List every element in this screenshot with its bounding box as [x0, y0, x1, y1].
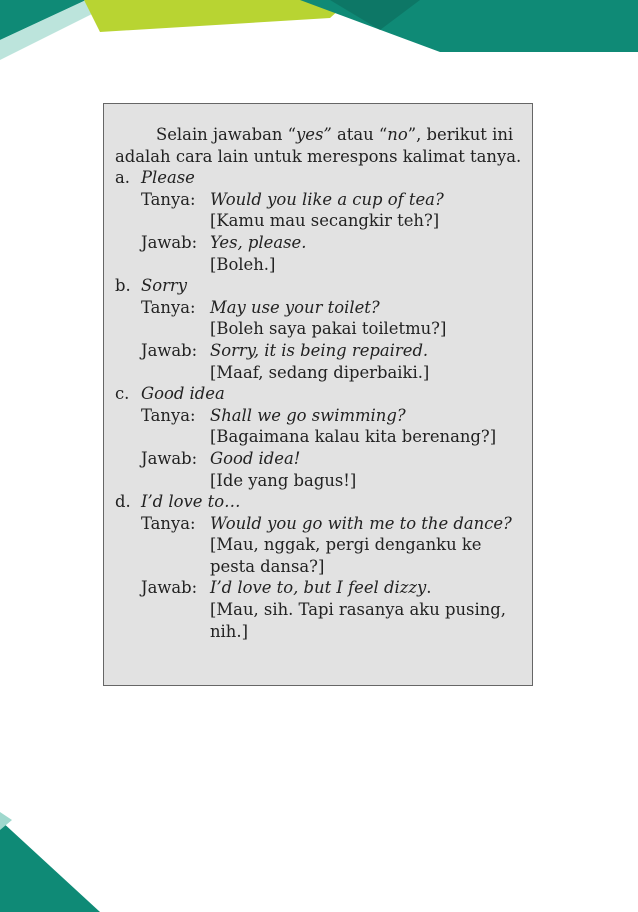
question-english: Shall we go swimming?: [210, 405, 406, 425]
question-translation: [Kamu mau secangkir teh?]: [210, 211, 440, 231]
section-title: Good idea: [141, 384, 225, 404]
answer-translation: [Ide yang bagus!]: [210, 470, 357, 490]
dialogue-box: [103, 103, 533, 686]
section-letter: b.: [115, 276, 131, 296]
section-title: Please: [141, 168, 195, 188]
top-banner-decoration: [0, 0, 638, 60]
jawab-label: Jawab:: [141, 232, 198, 252]
jawab-label: Jawab:: [141, 578, 198, 598]
answer-translation: [Mau, sih. Tapi rasanya aku pusing, nih.]: [210, 600, 506, 641]
answer-english: I’d love to, but I feel dizzy: [210, 578, 427, 598]
intro-paragraph: Selain jawaban “yes” atau “no”, berikut ini adalah cara lain untuk merespons kalimat tanya.: [115, 125, 522, 166]
section-title: I’d love to…: [141, 492, 241, 512]
section-good-idea: [115, 383, 524, 491]
question-translation: [Bagaimana kalau kita berenang?]: [210, 427, 497, 447]
answer-english-period: .: [426, 578, 432, 598]
jawab-label: Jawab:: [141, 340, 198, 360]
tanya-label: Tanya:: [141, 189, 196, 209]
tanya-label: Tanya:: [141, 405, 196, 425]
section-letter: a.: [115, 168, 130, 188]
section-id-love-to: [115, 491, 524, 642]
question-english: Would you like a cup of tea?: [210, 189, 444, 209]
section-letter: d.: [115, 492, 131, 512]
question-translation: [Mau, nggak, pergi denganku ke pesta dansa?]: [210, 535, 482, 576]
answer-english: Sorry, it is being repaired.: [210, 340, 429, 360]
section-title: Sorry: [141, 276, 188, 296]
answer-english: Good idea!: [210, 448, 301, 468]
question-translation: [Boleh saya pakai toiletmu?]: [210, 319, 447, 339]
answer-english: Yes, please.: [210, 232, 307, 252]
question-english: May use your toilet?: [210, 297, 380, 317]
tanya-label: Tanya:: [141, 297, 196, 317]
answer-english-line: [210, 577, 524, 599]
answer-translation: [Boleh.]: [210, 254, 276, 274]
section-please: [115, 167, 524, 275]
answer-translation: [Maaf, sedang diperbaiki.]: [210, 362, 430, 382]
jawab-label: Jawab:: [141, 448, 198, 468]
bottom-corner-decoration: [0, 812, 140, 912]
tanya-label: Tanya:: [141, 513, 196, 533]
section-sorry: [115, 275, 524, 383]
section-letter: c.: [115, 384, 130, 404]
question-english: Would you go with me to the dance?: [210, 513, 512, 533]
